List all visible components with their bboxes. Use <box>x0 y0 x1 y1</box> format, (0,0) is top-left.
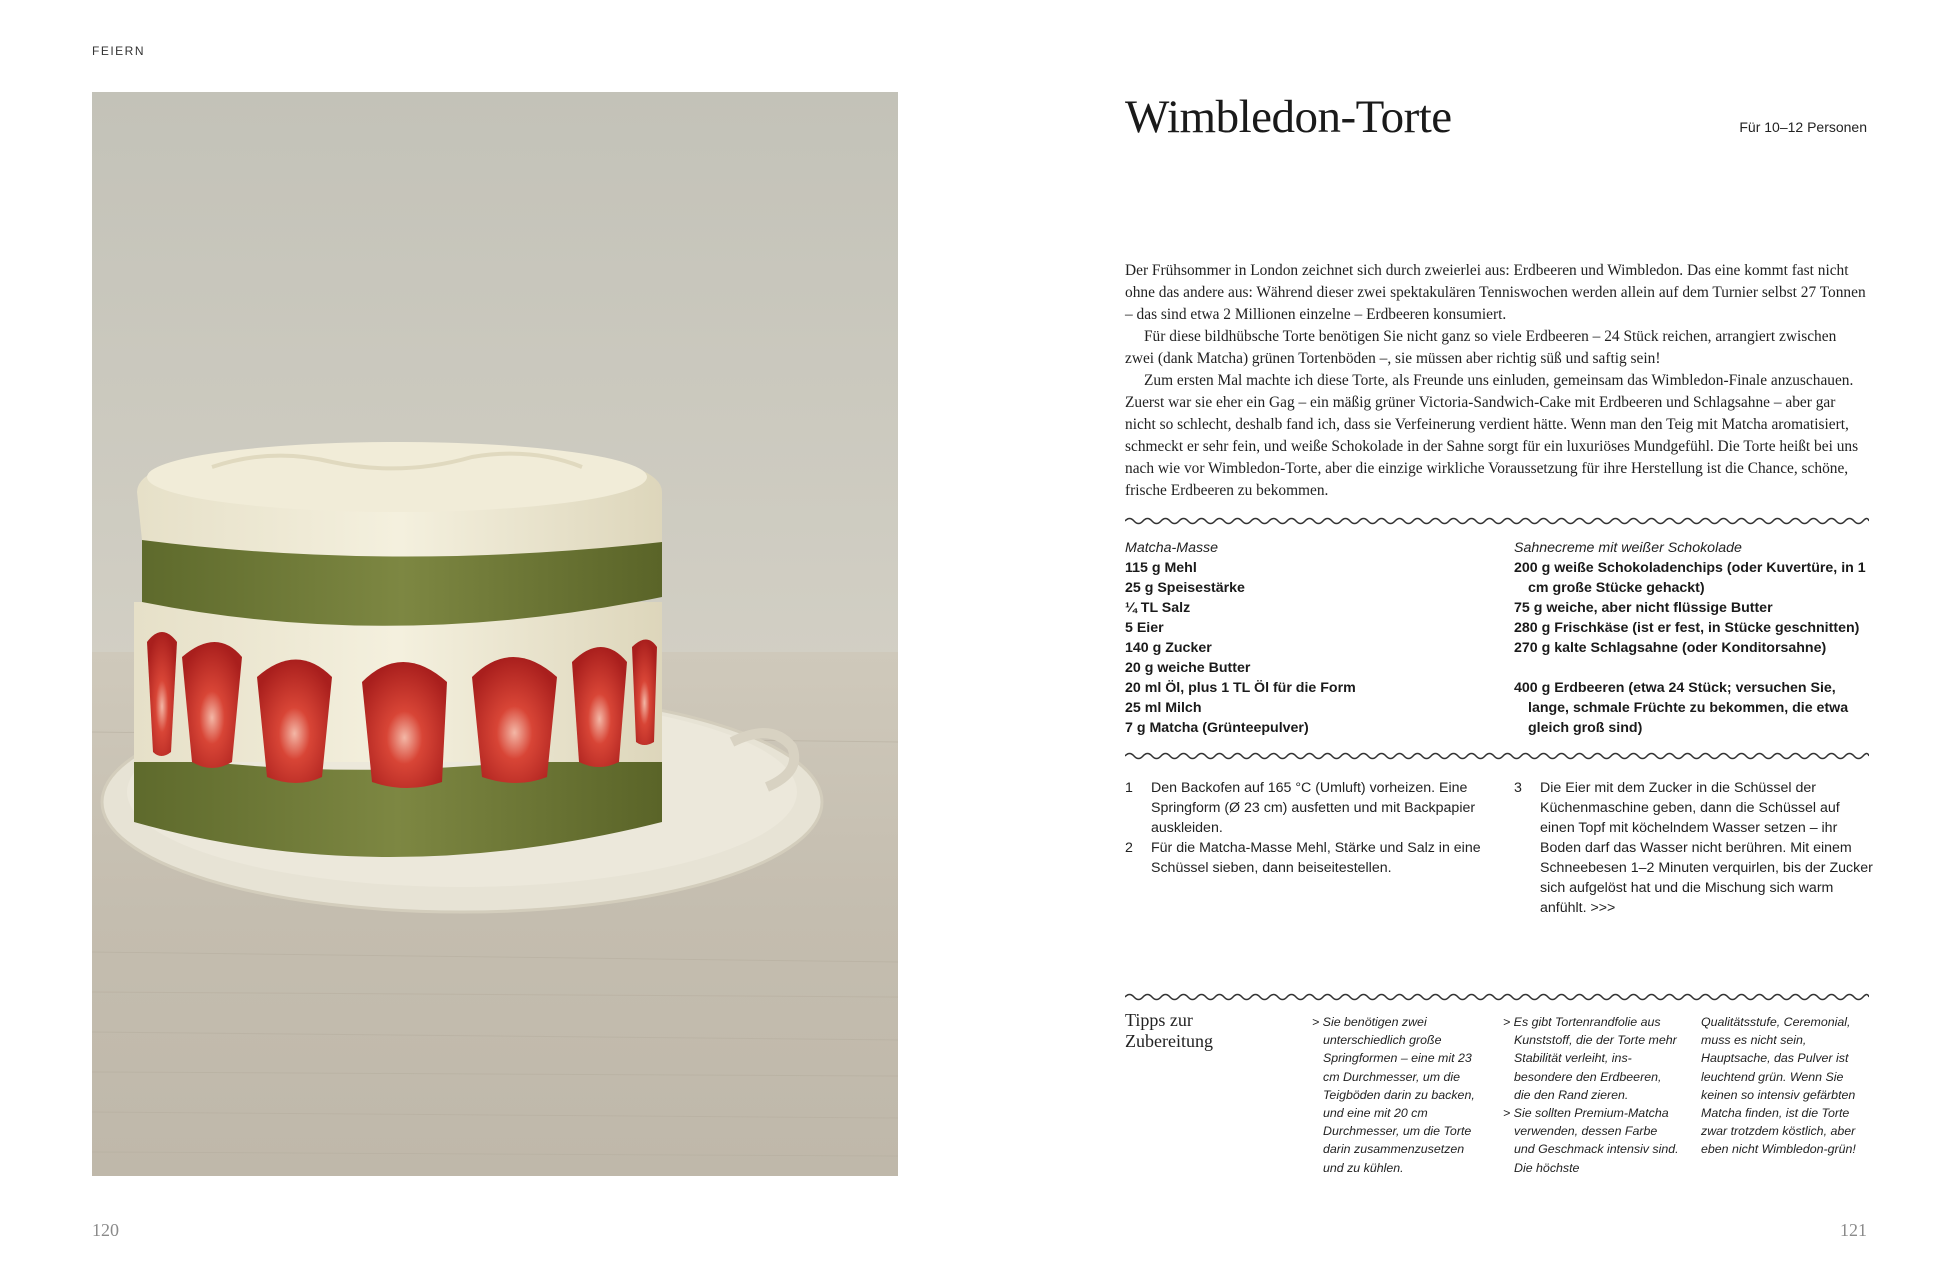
wave-divider <box>1125 516 1869 526</box>
servings: Für 10–12 Personen <box>1739 119 1867 135</box>
wave-divider <box>1125 751 1869 761</box>
tip-text: > Sie sollten Premium-Matcha verwenden, dessen Farbe und Geschmack intensiv sind. Die höchste <box>1503 1106 1679 1175</box>
ingredients-heading: Sahnecreme mit weißer Schokolade <box>1514 540 1742 556</box>
tips-title <box>1125 1010 1213 1052</box>
ingredient-item: 400 g Erdbeeren (etwa 24 Stück; versuchen Sie, lange, schmale Früchte zu bekommen, die etwa gleich groß sind) <box>1514 680 1849 736</box>
recipe-title: Wimbledon-Torte <box>1125 91 1452 143</box>
tips-column-2 <box>1503 1013 1679 1177</box>
ingredient-item: 280 g Frischkäse (ist er fest, in Stücke geschnitten) <box>1514 620 1860 636</box>
wave-divider <box>1125 992 1869 1002</box>
cake-photo <box>92 92 898 1176</box>
step-item <box>1125 778 1495 838</box>
step-item <box>1125 838 1495 878</box>
intro-paragraph: Für diese bildhübsche Torte benötigen Sie nicht ganz so viele Erdbeeren – 24 Stück reichen, arrangiert zwischen zwei (dank Matcha) grünen Tortenböden –, sie müssen aber richtig süß und saftig sein! <box>1125 328 1837 367</box>
intro-paragraph: Zum ersten Mal machte ich diese Torte, als Freunde uns einluden, gemeinsam das Wimbledon-Finale anzuschauen. Zuerst war sie eher ein Gag – ein mäßig grüner Victoria-Sandwich-Cake mit Erdbeeren und Schlagsahne – aber gar nicht so schlecht, deshalb fand ich, dass sie Verfeinerung verdient hätte. Wenn man den Teig mit Matcha aromatisiert, schmeckt er sehr fein, und weiße Schokolade in der Sahne sorgt für ein luxuriöses Mundgefühl. Die Torte heißt bei uns nach wie vor Wimbledon-Torte, aber die einzige wirkliche Voraussetzung für ihre Herstellung ist die Chance, schöne, frische Erdbeeren zu bekommen. <box>1125 372 1859 499</box>
tip-text: Qualitätsstufe, Ceremonial, muss es nicht sein, Hauptsache, das Pulver ist leuchtend grün. Wenn Sie keinen so intensiv gefärbten Matcha finden, ist die Torte zwar trotzdem köstlich, aber eben nicht Wimbledon-grün! <box>1701 1015 1856 1157</box>
ingredients-cream <box>1514 538 1876 738</box>
ingredient-item: 25 ml Milch <box>1125 700 1202 716</box>
tips-column-1 <box>1312 1013 1488 1177</box>
ingredient-item: 20 ml Öl, plus 1 TL Öl für die Form <box>1125 680 1356 696</box>
tips-title-line: Tipps zur <box>1125 1010 1193 1030</box>
ingredient-item: 270 g kalte Schlagsahne (oder Konditorsahne) <box>1514 640 1827 656</box>
ingredient-item: 5 Eier <box>1125 620 1164 636</box>
ingredients-heading: Matcha-Masse <box>1125 540 1219 556</box>
intro-text <box>1125 260 1869 502</box>
ingredient-item: 200 g weiße Schokoladenchips (oder Kuvertüre, in 1 cm große Stücke gehackt) <box>1514 560 1866 596</box>
ingredient-item: ¼ TL Salz <box>1125 600 1191 616</box>
ingredient-item: 115 g Mehl <box>1125 560 1197 576</box>
ingredient-item: 140 g Zucker <box>1125 640 1212 656</box>
tip-text: > Es gibt Tortenrandfolie aus Kunststoff, die der Torte mehr Stabilität verleiht, insbesondere den Erdbeeren, die den Rand zieren. <box>1503 1015 1677 1102</box>
page-number-left: 120 <box>92 1220 119 1240</box>
step-text: Den Backofen auf 165 °C (Umluft) vorheizen. Eine Springform (Ø 23 cm) ausfetten und mit Backpapier auskleiden. <box>1151 780 1476 836</box>
section-label: FEIERN <box>92 44 146 58</box>
ingredient-item: 7 g Matcha (Grünteepulver) <box>1125 720 1309 736</box>
intro-paragraph: Der Frühsommer in London zeichnet sich durch zweierlei aus: Erdbeeren und Wimbledon. Das eine kommt fast nicht ohne das andere aus: Während dieser zwei spektakulären Tenniswochen werden allein auf dem Turnier selbst 27 Tonnen – das sind etwa 2 Millionen einzelne – Erdbeeren konsumiert. <box>1125 262 1866 323</box>
ingredient-item: 20 g weiche Butter <box>1125 660 1251 676</box>
ingredient-item: 75 g weiche, aber nicht flüssige Butter <box>1514 600 1773 616</box>
ingredient-item: 25 g Speisestärke <box>1125 580 1245 596</box>
step-number: 1 <box>1125 780 1133 796</box>
steps-left <box>1125 778 1495 878</box>
step-item <box>1514 778 1876 918</box>
step-text: Für die Matcha-Masse Mehl, Stärke und Salz in eine Schüssel sieben, dann beiseitestellen. <box>1151 840 1481 876</box>
steps-right <box>1514 778 1876 918</box>
tips-title-line: Zubereitung <box>1125 1031 1213 1051</box>
step-text: Die Eier mit dem Zucker in die Schüssel der Küchenmaschine geben, dann die Schüssel auf einen Topf mit köchelndem Wasser setzen – ihr Boden darf das Wasser nicht berühren. Mit einem Schneebesen 1–2 Minuten verquirlen, bis der Zucker sich aufgelöst hat und die Mischung sich warm anfühlt. >>> <box>1540 780 1873 916</box>
ingredients-matcha <box>1125 538 1485 738</box>
page-number-right: 121 <box>1840 1220 1867 1240</box>
tip-text: > Sie benötigen zwei unterschiedlich große Springformen – eine mit 23 cm Durchmesser, um die Teigböden darin zu backen, und eine mit 20 cm Durchmesser, um die Torte darin zusammenzusetzen und zu kühlen. <box>1312 1015 1475 1175</box>
tips-column-3 <box>1701 1013 1877 1159</box>
step-number: 3 <box>1514 780 1522 796</box>
step-number: 2 <box>1125 840 1133 856</box>
